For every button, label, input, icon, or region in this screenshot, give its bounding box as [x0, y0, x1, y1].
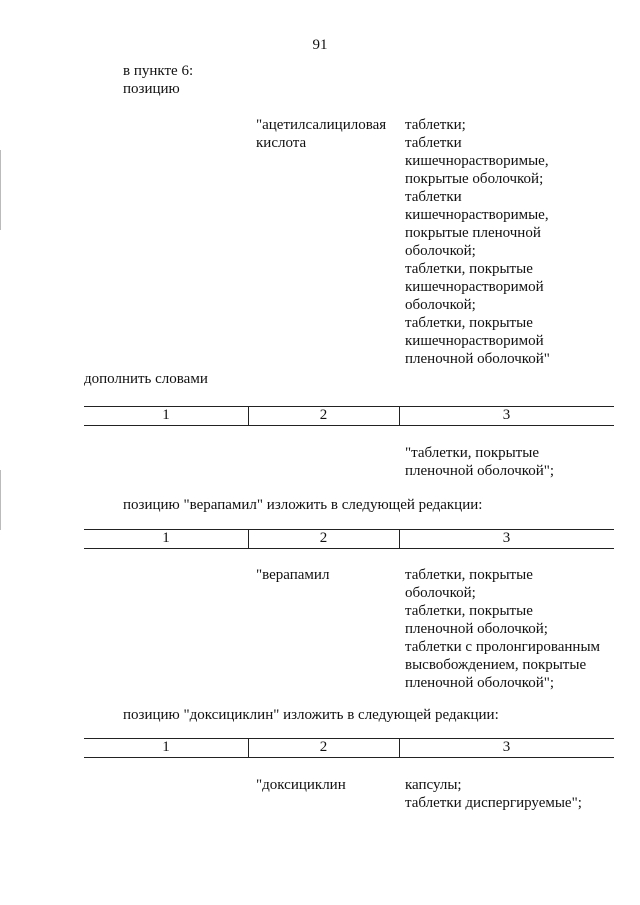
block1-name-line: "ацетилсалициловая: [256, 117, 387, 133]
intro-line-2: позицию: [123, 81, 180, 97]
block3-form-line: высвобождением, покрытые: [405, 657, 587, 673]
block2-forms: [405, 444, 554, 480]
block3-name: [256, 566, 329, 584]
block1-form-line: покрытые оболочкой;: [405, 171, 544, 187]
block1-form-line: кишечнорастворимой: [405, 333, 544, 349]
block1-form-line: покрытые пленочной: [405, 225, 541, 241]
block3-form-line: пленочной оболочкой;: [405, 621, 548, 637]
block3-form-line: пленочной оболочкой";: [405, 675, 555, 691]
block1-form-line: таблетки, покрытые: [405, 261, 533, 277]
block1-form-line: пленочной оболочкой": [405, 351, 550, 367]
block1-form-line: таблетки: [405, 189, 462, 205]
page-number: 91: [312, 37, 328, 53]
block3-name-line: "верапамил: [256, 567, 330, 583]
column-header-3: 3: [502, 407, 511, 423]
column-header-row: [84, 406, 614, 426]
instruction-doxycycline: позицию "доксициклин" изложить в следующей редакции:: [123, 707, 499, 723]
column-header-2: 2: [319, 407, 328, 423]
block1-forms: [405, 116, 550, 368]
block3-form-line: таблетки, покрытые: [405, 567, 533, 583]
column-header-1: 1: [162, 530, 170, 546]
instruction-verapamil: позицию "верапамил" изложить в следующей редакции:: [123, 497, 483, 513]
block1-form-line: кишечнорастворимые,: [405, 207, 549, 223]
block1-form-line: оболочкой;: [405, 243, 476, 259]
block3-form-line: таблетки с пролонгированным: [405, 639, 601, 655]
column-header-2: 2: [319, 739, 328, 755]
block4-forms: [405, 776, 582, 812]
scan-edge-mark: [0, 150, 1, 230]
column-header-row: [84, 529, 614, 549]
block2-form-line: "таблетки, покрытые: [405, 445, 539, 461]
column-header-1: 1: [162, 739, 170, 755]
scan-edge-mark: [0, 470, 1, 530]
block1-form-line: оболочкой;: [405, 297, 476, 313]
block4-name: [256, 776, 346, 794]
block4-form-line: таблетки диспергируемые";: [405, 795, 582, 811]
block3-form-line: таблетки, покрытые: [405, 603, 533, 619]
supplement-label: дополнить словами: [84, 371, 208, 387]
block4-name-line: "доксициклин: [256, 777, 346, 793]
block1-name-line: кислота: [256, 135, 307, 151]
block1-form-line: таблетки;: [405, 117, 466, 133]
block1-form-line: таблетки: [405, 135, 462, 151]
block2-form-line: пленочной оболочкой";: [405, 463, 555, 479]
block3-forms: [405, 566, 600, 692]
intro-line-1: в пункте 6:: [123, 63, 194, 79]
block1-name: [256, 116, 386, 152]
block1-form-line: кишечнорастворимой: [405, 279, 544, 295]
block1-form-line: таблетки, покрытые: [405, 315, 533, 331]
column-header-1: 1: [162, 407, 170, 423]
block4-form-line: капсулы;: [405, 777, 462, 793]
block3-form-line: оболочкой;: [405, 585, 476, 601]
block1-form-line: кишечнорастворимые,: [405, 153, 549, 169]
column-header-3: 3: [502, 739, 511, 755]
column-header-3: 3: [502, 530, 511, 546]
column-header-2: 2: [319, 530, 328, 546]
column-header-row: [84, 738, 614, 758]
